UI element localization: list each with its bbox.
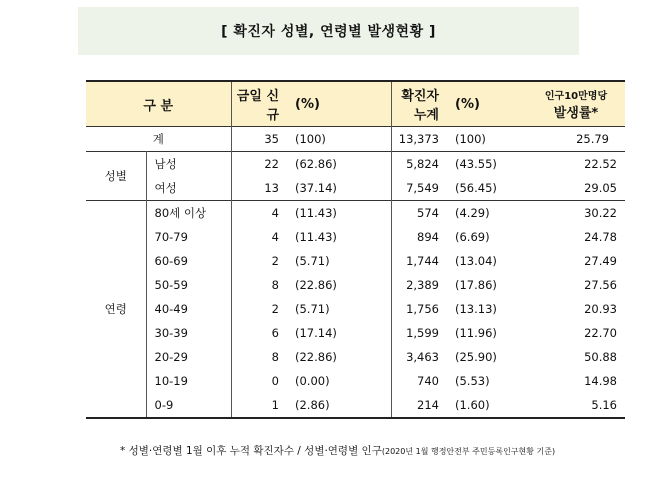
- age-row-cum: 214: [417, 398, 439, 412]
- age-row-cum: 574: [417, 206, 439, 220]
- age-row-label: 80세 이상: [146, 201, 231, 226]
- table-row: [86, 273, 625, 297]
- age-row-cum: 1,744: [406, 254, 439, 268]
- age-row-new: 4: [271, 206, 279, 220]
- age-row-rate: 14.98: [584, 374, 617, 388]
- age-group-label: 연령: [86, 201, 146, 419]
- total-cum-pct: (100): [455, 132, 486, 146]
- age-row-cum: 1,756: [406, 302, 439, 316]
- age-row-cum-pct: (6.69): [455, 230, 490, 244]
- age-row-new-pct: (11.43): [287, 201, 391, 226]
- total-row: [86, 127, 625, 152]
- age-row-cum-pct: (4.29): [455, 206, 490, 220]
- table-row: [86, 345, 625, 369]
- age-row-rate: 5.16: [591, 398, 617, 412]
- age-row-label: 10-19: [146, 369, 231, 393]
- age-row-new-pct: (5.71): [287, 297, 391, 321]
- age-row-new: 0: [271, 374, 279, 388]
- total-cum: 13,373: [398, 132, 439, 146]
- age-row-label: 50-59: [146, 273, 231, 297]
- age-row-new: 2: [271, 302, 279, 316]
- age-row-rate: 24.78: [584, 230, 617, 244]
- table-row: [86, 297, 625, 321]
- sex-row-cum: 7,549: [406, 181, 439, 195]
- age-row-rate: 30.22: [584, 206, 617, 220]
- age-row-new: 2: [271, 254, 279, 268]
- age-row-cum-pct: (11.96): [455, 326, 497, 340]
- sex-row-label: 남성: [146, 152, 231, 177]
- age-row-rate: 27.56: [584, 278, 617, 292]
- table-row: [86, 369, 625, 393]
- footnote-source: (2020년 1월 행정안전부 주민등록인구현황 기준): [381, 447, 556, 456]
- age-row-cum-pct: (5.53): [455, 374, 490, 388]
- age-row-new: 6: [271, 326, 279, 340]
- table-row: [86, 201, 625, 226]
- page-title: [ 확진자 성별, 연령별 발생현황 ]: [221, 24, 436, 40]
- age-row-new: 8: [271, 350, 279, 364]
- age-row-cum-pct: (13.04): [455, 254, 497, 268]
- age-row-new-pct: (0.00): [287, 369, 391, 393]
- sex-row-label: 여성: [146, 176, 231, 201]
- age-row-cum: 2,389: [406, 278, 439, 292]
- table-row: [86, 152, 625, 177]
- age-row-rate: 50.88: [584, 350, 617, 364]
- header-rate-line2: 발생률*: [553, 106, 599, 121]
- sex-row-cum-pct: (43.55): [455, 157, 497, 171]
- age-row-rate: 27.49: [584, 254, 617, 268]
- age-row-cum-pct: (13.13): [455, 302, 497, 316]
- age-row-label: 40-49: [146, 297, 231, 321]
- age-row-cum: 894: [417, 230, 439, 244]
- stats-table: [86, 80, 625, 419]
- header-cum-pct: (%): [447, 81, 527, 127]
- age-row-cum-pct: (17.86): [455, 278, 497, 292]
- table-row: [86, 225, 625, 249]
- header-category: 구 분: [86, 81, 231, 127]
- age-row-new-pct: (22.86): [287, 345, 391, 369]
- age-row-cum-pct: (1.60): [455, 398, 490, 412]
- age-row-new: 4: [271, 230, 279, 244]
- age-row-new: 8: [271, 278, 279, 292]
- sex-row-rate: 22.52: [584, 157, 617, 171]
- age-row-rate: 22.70: [584, 326, 617, 340]
- footnote: [120, 443, 555, 458]
- age-row-cum: 740: [417, 374, 439, 388]
- sex-row-new-pct: (62.86): [287, 152, 391, 177]
- age-row-rate: 20.93: [584, 302, 617, 316]
- table-row: [86, 321, 625, 345]
- sex-row-rate: 29.05: [584, 181, 617, 195]
- table-row: [86, 393, 625, 418]
- age-row-new-pct: (22.86): [287, 273, 391, 297]
- sex-row-new-pct: (37.14): [287, 176, 391, 201]
- sex-row-cum-pct: (56.45): [455, 181, 497, 195]
- age-row-label: 60-69: [146, 249, 231, 273]
- sex-group-label: 성별: [86, 152, 146, 201]
- age-row-cum: 3,463: [406, 350, 439, 364]
- total-new: 35: [264, 132, 279, 146]
- header-rate: [527, 81, 625, 127]
- table-row: [86, 249, 625, 273]
- footnote-main: * 성별·연령별 1월 이후 누적 확진자수 / 성별·연령별 인구: [120, 445, 382, 457]
- sex-row-new: 22: [264, 157, 279, 171]
- total-label: 계: [86, 127, 231, 152]
- sex-row-cum: 5,824: [406, 157, 439, 171]
- age-row-label: 30-39: [146, 321, 231, 345]
- table-row: [86, 176, 625, 201]
- age-row-label: 0-9: [146, 393, 231, 418]
- table-header-row: [86, 81, 625, 127]
- age-row-label: 70-79: [146, 225, 231, 249]
- age-row-cum-pct: (25.90): [455, 350, 497, 364]
- age-row-new-pct: (2.86): [287, 393, 391, 418]
- age-row-cum: 1,599: [406, 326, 439, 340]
- age-row-label: 20-29: [146, 345, 231, 369]
- total-rate: 25.79: [576, 132, 609, 146]
- sex-row-new: 13: [264, 181, 279, 195]
- header-today-pct: (%): [287, 81, 391, 127]
- header-rate-line1: 인구10만명당: [544, 91, 608, 102]
- total-new-pct: (100): [287, 127, 391, 152]
- title-box: [78, 7, 579, 55]
- header-today-new: 금일 신규: [231, 81, 287, 127]
- age-row-new-pct: (17.14): [287, 321, 391, 345]
- age-row-new-pct: (5.71): [287, 249, 391, 273]
- header-cumulative: 확진자누계: [391, 81, 447, 127]
- age-row-new-pct: (11.43): [287, 225, 391, 249]
- age-row-new: 1: [271, 398, 279, 412]
